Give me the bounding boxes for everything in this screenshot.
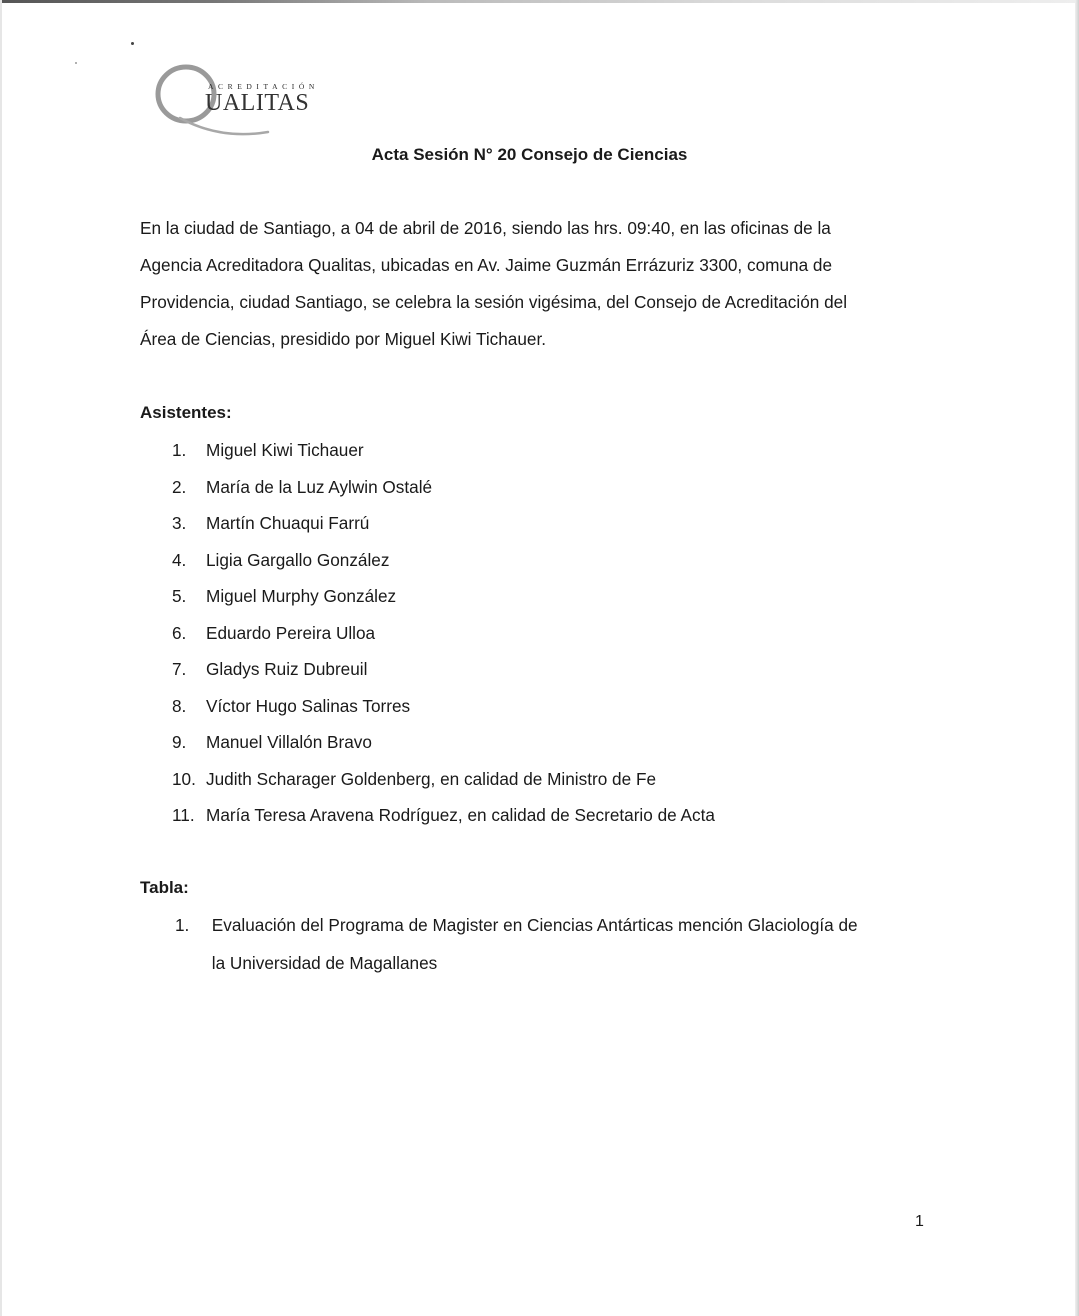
page-number: 1 <box>915 1213 924 1230</box>
attendee-name: Ligia Gargallo González <box>206 549 390 570</box>
intro-line: Área de Ciencias, presidido por Miguel Kiwi Tichauer. <box>140 329 547 349</box>
scan-speck <box>131 42 134 45</box>
attendee-name: Víctor Hugo Salinas Torres <box>206 695 411 716</box>
document-title <box>0 145 1079 165</box>
list-number: 2. <box>172 476 187 497</box>
attendee-name: Miguel Murphy González <box>206 586 397 606</box>
agenda-line: Evaluación del Programa de Magister en Ciencias Antárticas mención Glaciología de <box>211 915 858 935</box>
attendee-name: Judith Scharager Goldenberg, en calidad de Ministro de Fe <box>206 768 657 789</box>
attendees-heading: Asistentes: <box>140 403 232 422</box>
intro-line: Providencia, ciudad Santiago, se celebra la sesión vigésima, del Consejo de Acreditación del <box>140 292 848 312</box>
list-item <box>172 615 715 652</box>
logo-wordmark: UALITAS <box>205 90 310 116</box>
agenda-list <box>175 906 858 982</box>
scan-top-edge <box>0 0 1079 3</box>
list-item <box>172 651 715 688</box>
list-item <box>172 724 715 761</box>
list-item <box>172 542 715 579</box>
list-item <box>172 505 715 542</box>
list-number: 5. <box>172 586 187 606</box>
document-title-text: Acta Sesión N° 20 Consejo de Ciencias <box>371 145 688 164</box>
agenda-item <box>175 906 858 982</box>
scan-right-edge <box>1075 0 1079 1316</box>
attendee-name: Miguel Kiwi Tichauer <box>206 440 364 460</box>
attendee-name: María Teresa Aravena Rodríguez, en calidad de Secretario de Acta <box>206 805 715 825</box>
list-number: 4. <box>172 549 187 570</box>
list-number: 1. <box>172 440 187 460</box>
agenda-item-text <box>212 906 858 982</box>
attendee-name: Gladys Ruiz Dubreuil <box>206 659 368 679</box>
list-number: 8. <box>172 695 187 716</box>
qualitas-logo <box>150 62 330 142</box>
intro-line: Agencia Acreditadora Qualitas, ubicadas en Av. Jaime Guzmán Errázuriz 3300, comuna de <box>140 255 833 275</box>
attendee-name: Eduardo Pereira Ulloa <box>206 622 376 643</box>
intro-paragraph <box>140 210 940 358</box>
list-number: 11. <box>172 805 195 825</box>
list-item <box>172 688 715 725</box>
agenda-line: la Universidad de Magallanes <box>211 953 438 973</box>
attendee-name: Manuel Villalón Bravo <box>206 732 372 752</box>
logo-subtitle: ACREDITACIÓN <box>208 82 319 91</box>
attendee-name: María de la Luz Aylwin Ostalé <box>206 476 433 497</box>
list-number: 9. <box>172 732 187 752</box>
attendees-list <box>172 432 715 834</box>
list-number: 6. <box>172 622 187 643</box>
list-number: 1. <box>175 915 190 935</box>
list-number: 10. <box>172 768 196 789</box>
list-number: 7. <box>172 659 187 679</box>
agenda-heading: Tabla: <box>140 878 189 897</box>
list-item <box>172 469 715 506</box>
list-item <box>172 761 715 798</box>
list-item <box>172 578 715 615</box>
scan-speck <box>75 62 77 64</box>
attendee-name: Martín Chuaqui Farrú <box>206 513 370 533</box>
list-number: 3. <box>172 513 187 533</box>
list-item <box>172 432 715 469</box>
list-item <box>172 797 715 834</box>
intro-line: En la ciudad de Santiago, a 04 de abril de 2016, siendo las hrs. 09:40, en las oficinas de la <box>140 218 831 238</box>
scan-left-edge <box>0 0 2 1316</box>
